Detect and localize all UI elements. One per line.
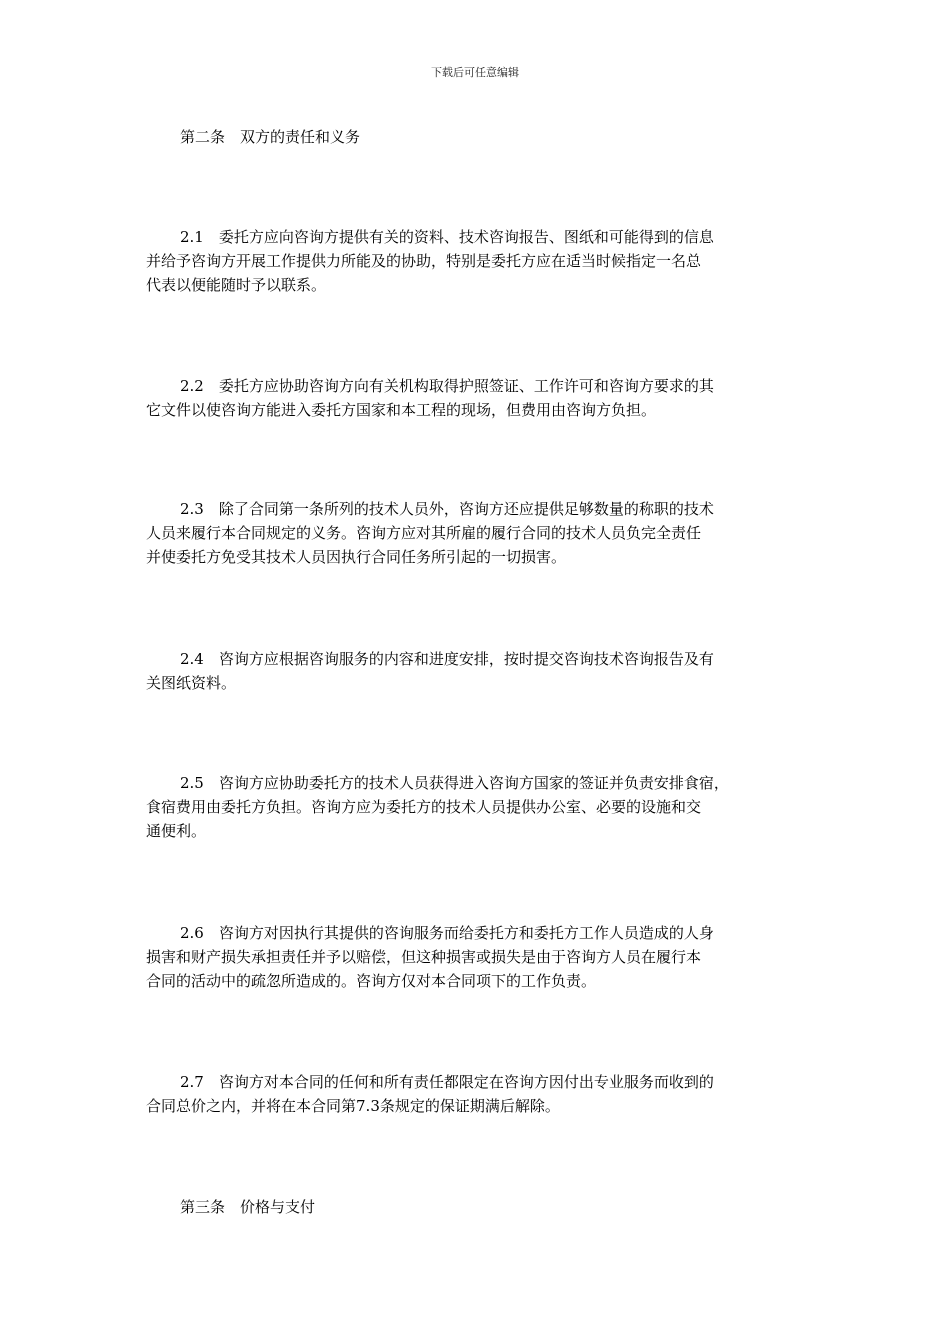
clause-line: 2.3 除了合同第一条所列的技术人员外，咨询方还应提供足够数量的称职的技术 xyxy=(180,500,714,518)
clause-line: 通便利。 xyxy=(146,822,207,840)
clause-line: 2.7 咨询方对本合同的任何和所有责任都限定在咨询方因付出专业服务而收到的 xyxy=(180,1073,714,1091)
clause-line: 它文件以使咨询方能进入委托方国家和本工程的现场，但费用由咨询方负担。 xyxy=(146,401,657,419)
clause-2-1 xyxy=(146,225,812,297)
clause-line: 2.6 咨询方对因执行其提供的咨询服务而给委托方和委托方工作人员造成的人身 xyxy=(180,924,714,942)
clause-line: 关图纸资料。 xyxy=(146,674,237,692)
clause-line: 合同总价之内，并将在本合同第7.3条规定的保证期满后解除。 xyxy=(146,1097,560,1115)
clause-line: 合同的活动中的疏忽所造成的。咨询方仅对本合同项下的工作负责。 xyxy=(146,972,597,990)
clause-2-6 xyxy=(146,921,812,993)
clause-2-4 xyxy=(146,647,812,695)
clause-2-5 xyxy=(146,771,812,843)
clause-2-7 xyxy=(146,1070,812,1118)
article-2-title: 第二条 双方的责任和义务 xyxy=(180,128,361,146)
clause-line: 2.1 委托方应向咨询方提供有关的资料、技术咨询报告、图纸和可能得到的信息 xyxy=(180,228,714,246)
clause-line: 并给予咨询方开展工作提供力所能及的协助，特别是委托方应在适当时候指定一名总 xyxy=(146,252,702,270)
clause-2-2 xyxy=(146,374,812,422)
page-header-note: 下载后可任意编辑 xyxy=(431,66,519,79)
clause-line: 2.4 咨询方应根据咨询服务的内容和进度安排，按时提交咨询技术咨询报告及有 xyxy=(180,650,714,668)
clause-line: 人员来履行本合同规定的义务。咨询方应对其所雇的履行合同的技术人员负完全责任 xyxy=(146,524,702,542)
clause-line: 2.2 委托方应协助咨询方向有关机构取得护照签证、工作许可和咨询方要求的其 xyxy=(180,377,714,395)
clause-line: 代表以便能随时予以联系。 xyxy=(146,276,327,294)
clause-line: 损害和财产损失承担责任并予以赔偿，但这种损害或损失是由于咨询方人员在履行本 xyxy=(146,948,702,966)
clause-line: 并使委托方免受其技术人员因执行合同任务所引起的一切损害。 xyxy=(146,548,567,566)
clause-line: 食宿费用由委托方负担。咨询方应为委托方的技术人员提供办公室、必要的设施和交 xyxy=(146,798,702,816)
article-3-title: 第三条 价格与支付 xyxy=(180,1198,316,1216)
clause-2-3 xyxy=(146,497,812,569)
clause-line: 2.5 咨询方应协助委托方的技术人员获得进入咨询方国家的签证并负责安排食宿， xyxy=(180,774,729,792)
